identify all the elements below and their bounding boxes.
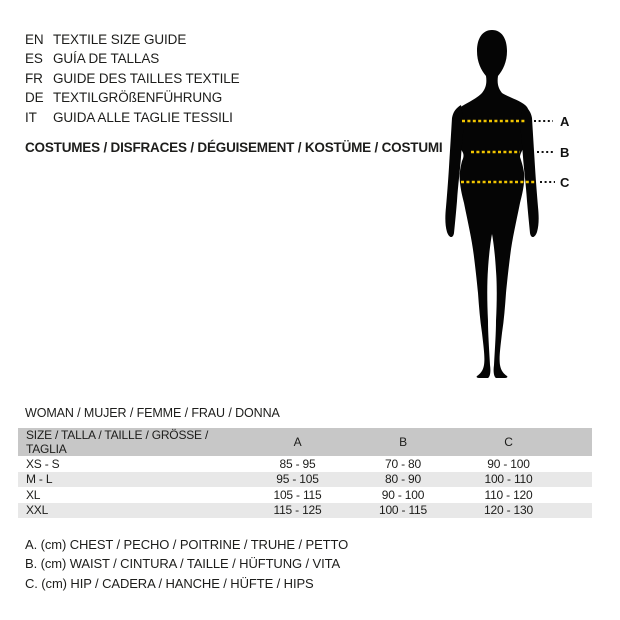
waist-cell: 70 - 80 [385,456,421,471]
legend-item-chest: A. (cm) CHEST / PECHO / POITRINE / TRUHE / PETTO [25,537,349,552]
size-table [18,428,592,518]
lang-title: GUÍA DE TALLAS [53,51,160,67]
size-table-header-row [18,428,592,456]
label-c: C [560,175,570,190]
hip-cell: 120 - 130 [484,503,533,518]
size-cell: M - L [26,472,53,487]
silhouette-body [453,30,531,378]
woman-silhouette-figure [440,25,590,385]
table-row-xs-s [18,456,592,472]
lang-title: TEXTILE SIZE GUIDE [53,32,187,47]
lang-code: FR [25,70,43,86]
hip-cell: 110 - 120 [484,487,533,502]
table-row-xl [18,487,592,503]
hip-cell: 90 - 100 [487,456,530,471]
lang-row-de [25,88,240,107]
legend-item-waist: B. (cm) WAIST / CINTURA / TAILLE / HÜFTUNG / VITA [25,556,341,572]
chest-cell: 115 - 125 [273,503,322,518]
lang-code: EN [25,32,44,47]
size-cell: XXL [26,503,49,518]
lang-title: GUIDA ALLE TAGLIE TESSILI [53,109,233,125]
legend-item-hip: C. (cm) HIP / CADERA / HANCHE / HÜFTE / HIPS [25,575,314,591]
lang-row-es [25,49,240,68]
lang-code: IT [25,109,37,125]
header-spacer [561,428,592,456]
size-cell: XS - S [26,456,60,471]
lang-title: GUIDE DES TAILLES TEXTILE [53,70,240,86]
lang-title: TEXTILGRÖßENFÜHRUNG [53,90,223,106]
size-cell: XL [26,487,41,502]
language-title-list [25,30,240,127]
lang-code: ES [25,51,43,67]
header-size: SIZE / TALLA / TAILLE / GRÖSSE / TAGLIA [26,428,209,456]
group-title-woman: WOMAN / MUJER / FEMME / FRAU / DONNA [25,406,280,420]
table-row-xxl [18,503,592,519]
lang-code: DE [25,90,44,106]
lang-row-it [25,108,240,127]
waist-cell: 100 - 115 [378,503,428,518]
header-a: A [293,435,302,449]
chest-cell: 85 - 95 [279,456,316,471]
table-row-m-l [18,472,592,488]
chest-cell: 95 - 105 [276,472,319,487]
label-a: A [560,114,570,129]
chest-cell: 105 - 115 [273,487,322,502]
label-b: B [560,145,570,160]
header-c: C [504,435,513,449]
category-line: COSTUMES / DISFRACES / DÉGUISEMENT / KOSTÜME / COSTUMI [25,140,443,155]
waist-cell: 90 - 100 [381,487,425,502]
hip-cell: 100 - 110 [484,472,533,487]
measurement-legend [25,535,348,593]
header-b: B [399,435,407,449]
lang-row-en [25,30,240,49]
waist-cell: 80 - 90 [385,472,421,487]
lang-row-fr [25,69,240,88]
